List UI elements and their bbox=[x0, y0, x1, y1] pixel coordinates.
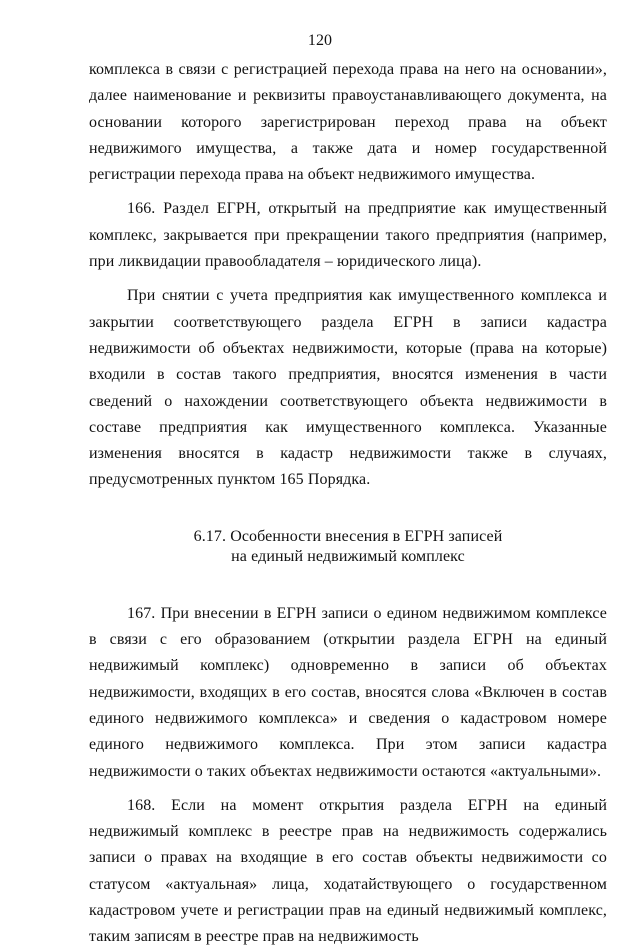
section-heading bbox=[89, 527, 607, 567]
section-heading-line-1: 6.17. Особенности внесения в ЕГРН записей bbox=[193, 527, 503, 545]
page-number: 120 bbox=[307, 32, 333, 49]
paragraph-168: 168. Если на момент открытия раздела ЕГРН на единый недвижимый комплекс в реестре прав на недвижимость содержались записи о правах на входящие в его состав объекты недвижимости со статусом «актуальная» лица, ходатайствующего о государственном кадастровом учете и регистрации прав на единый недвижимый комплекс, таким записям в реестре прав на недвижимость bbox=[89, 796, 607, 946]
document-body bbox=[89, 57, 607, 951]
paragraph-166: 166. Раздел ЕГРН, открытый на предприятие как имущественный комплекс, закрывается при прекращении такого предприятия (например, при ликвидации правообладателя – юридического лица). bbox=[89, 200, 607, 271]
paragraph-continuation: комплекса в связи с регистрацией перехода права на него на основании», далее наименование и реквизиты правоустанавливающего документа, на основании которого зарегистрирован переход права на объект недвижимого имущества, а также дата и номер государственной регистрации перехода права на объект недвижимого имущества. bbox=[89, 61, 607, 184]
paragraph-167: 167. При внесении в ЕГРН записи о едином недвижимом комплексе в связи с его образованием (открытии раздела ЕГРН на единый недвижимый комплекс) одновременно в записи об объектах недвижимости, входящих в его состав, вносятся слова «Включен в состав единого недвижимого комплекса» и сведения о кадастровом номере единого недвижимого комплекса. При этом записи кадастра недвижимости о таких объектах недвижимости остаются «актуальными». bbox=[89, 604, 607, 780]
paragraph-166-continued: При снятии с учета предприятия как имущественного комплекса и закрытии соответствующего раздела ЕГРН в записи кадастра недвижимости об объектах недвижимости, которые (права на которые) входили в состав такого предприятия, вносятся изменения в части сведений о нахождении соответствующего объекта недвижимости в составе предприятия как имущественного комплекса. Указанные изменения вносятся в кадастр недвижимости также в случаях, предусмотренных пунктом 165 Порядка. bbox=[89, 287, 607, 489]
section-heading-line-2: на единый недвижимый комплекс bbox=[231, 547, 465, 565]
